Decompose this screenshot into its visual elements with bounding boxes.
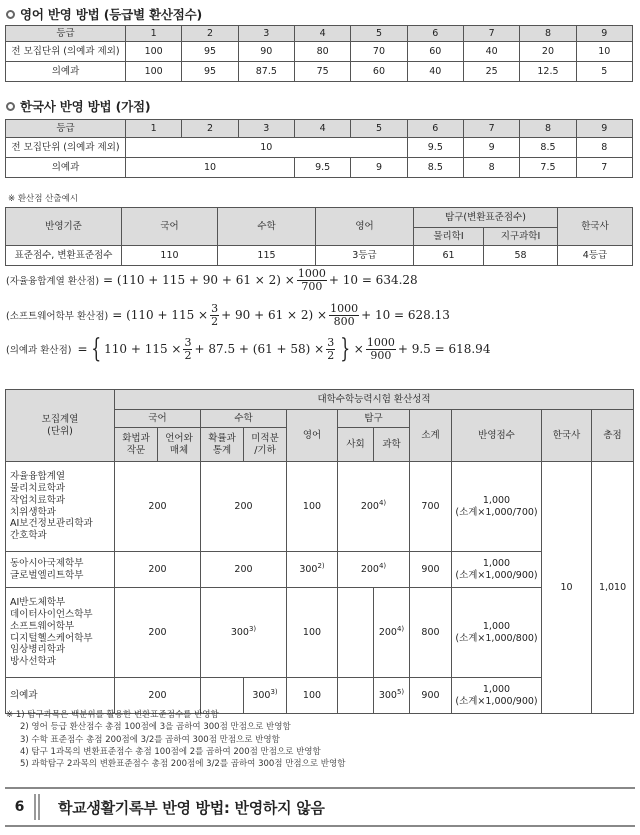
grade-header: 1 xyxy=(126,120,182,138)
score-cell: 8 xyxy=(576,138,632,158)
grade-header: 2 xyxy=(182,120,238,138)
korean-score: 200 xyxy=(115,678,201,714)
unit-list: AI반도체학부 데이터사이언스학부 소프트웨어학부 디지털헬스케어학부 임상병리학과 방사선학과 xyxy=(6,588,115,678)
formula-equals: = xyxy=(77,342,88,356)
footnote: 2) 영어 등급 환산점수 총점 100점에 3을 곱하여 300점 만점으로 반영함 xyxy=(20,722,291,733)
unit-list: 의예과 xyxy=(6,678,115,714)
score-value: 300 xyxy=(252,690,271,702)
footnote-mark: 3) xyxy=(270,688,278,697)
inquiry-score xyxy=(338,552,410,588)
unit-list: 자율융합계열 물리치료학과 작업치료학과 치위생학과 AI보건정보관리학과 간호학과 xyxy=(6,462,115,552)
history-header: 한국사 xyxy=(558,208,633,246)
subtotal-score: 900 xyxy=(410,552,452,588)
grade-header-label: 등급 xyxy=(6,120,126,138)
formula-label: (자율융합계열 환산점) xyxy=(6,276,100,288)
merged-score-cell: 10 xyxy=(126,158,295,178)
score-cell: 87.5 xyxy=(238,62,294,82)
score-cell: 8.5 xyxy=(520,138,576,158)
fraction-numerator: 3 xyxy=(327,335,335,349)
fraction-numerator: 3 xyxy=(184,335,192,349)
score-cell: 5 xyxy=(576,62,632,82)
english-score xyxy=(287,552,338,588)
fraction xyxy=(329,303,359,327)
footnote-mark: 5) xyxy=(396,688,405,697)
english-score: 100 xyxy=(287,588,338,678)
footnote-mark: 4) xyxy=(396,625,405,634)
fraction xyxy=(366,337,396,361)
score-value: 300 xyxy=(299,564,318,576)
score-value: 200 xyxy=(360,501,379,513)
fraction xyxy=(210,303,219,327)
subtotal-header: 소계 xyxy=(410,410,452,462)
section-number: 6 xyxy=(5,794,40,820)
footnote: 4) 탐구 1과목의 변환표준점수 총점 100점에 2를 곱하여 200점 만점으로 반영함 xyxy=(20,746,321,757)
section-title: 학교생활기록부 반영 방법: 반영하지 않음 xyxy=(58,798,325,817)
row-label: 전 모집단위 (의예과 제외) xyxy=(6,42,126,62)
reflect-score: 1,000 (소계×1,000/800) xyxy=(452,588,542,678)
grade-header: 4 xyxy=(294,26,350,42)
grade-header: 8 xyxy=(520,26,576,42)
score-cell: 4등급 xyxy=(558,246,633,266)
unit-list: 동아시아국제학부 글로벌엘리트학부 xyxy=(6,552,115,588)
example-score-table xyxy=(5,207,633,266)
fraction-denominator: 2 xyxy=(211,314,219,328)
fraction-denominator: 700 xyxy=(301,279,323,293)
formula-expr: + 90 + 61 × 2) × xyxy=(221,308,328,323)
korean-score: 200 xyxy=(115,552,201,588)
formula-times: × xyxy=(353,342,364,356)
formula-line-1 xyxy=(6,268,418,292)
korean-score: 200 xyxy=(115,588,201,678)
history-title-text: 한국사 반영 방법 (가점) xyxy=(20,99,151,114)
score-cell: 40 xyxy=(407,62,463,82)
score-cell: 3등급 xyxy=(316,246,414,266)
score-cell: 9 xyxy=(463,138,519,158)
english-score: 100 xyxy=(287,678,338,714)
grade-header: 6 xyxy=(407,26,463,42)
fraction-numerator: 1000 xyxy=(330,302,359,315)
math-header: 수학 xyxy=(201,410,287,428)
score-cell: 100 xyxy=(126,42,182,62)
formula-result: + 10 = 634.28 xyxy=(328,273,418,288)
score-cell: 25 xyxy=(463,62,519,82)
science-score xyxy=(374,678,410,714)
footnote-mark: 3) xyxy=(248,625,257,634)
score-cell: 61 xyxy=(414,246,484,266)
grade-header: 6 xyxy=(407,120,463,138)
unit-header: 모집계열 (단위) xyxy=(6,390,115,462)
korean-header: 국어 xyxy=(115,410,201,428)
grade-header: 9 xyxy=(576,120,632,138)
footnote-mark: 4) xyxy=(378,562,387,571)
circle-bullet-icon xyxy=(6,10,15,19)
row-label: 의예과 xyxy=(6,62,126,82)
grade-header: 9 xyxy=(576,26,632,42)
score-cell: 9.5 xyxy=(407,138,463,158)
subtotal-score: 800 xyxy=(410,588,452,678)
score-cell: 95 xyxy=(182,42,238,62)
total-header: 총점 xyxy=(592,410,634,462)
fraction-numerator: 1000 xyxy=(297,267,326,280)
grade-header: 2 xyxy=(182,26,238,42)
score-cell: 58 xyxy=(484,246,558,266)
section-6-heading xyxy=(5,787,635,827)
history-section-title xyxy=(6,97,150,115)
fraction-denominator: 900 xyxy=(370,348,392,362)
formula-result: + 10 = 628.13 xyxy=(361,308,450,323)
suneung-header: 대학수학능력시험 환산성적 xyxy=(115,390,634,410)
score-value: 200 xyxy=(360,564,379,576)
math-header: 수학 xyxy=(218,208,316,246)
score-cell: 110 xyxy=(122,246,218,266)
formula-label: (의예과 환산점) xyxy=(6,345,72,356)
grade-header-label: 등급 xyxy=(6,26,126,42)
score-cell: 20 xyxy=(520,42,576,62)
grade-header: 3 xyxy=(238,26,294,42)
english-section-title xyxy=(6,5,202,23)
english-header: 영어 xyxy=(287,410,338,462)
formula-expr: 110 + 115 × xyxy=(104,342,182,356)
english-grade-table xyxy=(5,25,633,82)
social-score-empty xyxy=(338,588,374,678)
score-cell: 8 xyxy=(463,158,519,178)
grade-header: 1 xyxy=(126,26,182,42)
korean-header: 국어 xyxy=(122,208,218,246)
row-label: 의예과 xyxy=(6,158,126,178)
fraction xyxy=(326,337,335,361)
reflect-score-header: 반영점수 xyxy=(452,410,542,462)
score-cell: 12.5 xyxy=(520,62,576,82)
score-cell: 95 xyxy=(182,62,238,82)
score-cell: 115 xyxy=(218,246,316,266)
footnote: 3) 수학 표준점수 총점 200점에 3/2를 곱하여 300점 만점으로 반영함 xyxy=(20,734,280,745)
score-cell: 7.5 xyxy=(520,158,576,178)
grade-header: 3 xyxy=(238,120,294,138)
score-cell: 80 xyxy=(294,42,350,62)
reflect-score: 1,000 (소계×1,000/900) xyxy=(452,678,542,714)
grade-header: 5 xyxy=(351,26,407,42)
probability-header: 확률과 통계 xyxy=(201,428,244,462)
speech-writing-header: 화법과 작문 xyxy=(115,428,158,462)
subtotal-score: 900 xyxy=(410,678,452,714)
formula-result: + 9.5 = 618.94 xyxy=(397,342,491,356)
history-score: 10 xyxy=(542,462,592,714)
fraction xyxy=(183,337,192,361)
right-brace-icon: } xyxy=(340,334,351,364)
score-value: 300 xyxy=(230,627,249,639)
korean-score: 200 xyxy=(115,462,201,552)
formula-expr: = (110 + 115 + 90 + 61 × 2) × xyxy=(103,273,295,288)
suneung-score-table xyxy=(5,389,634,714)
history-grade-table xyxy=(5,119,633,178)
row-label: 표준점수, 변환표준점수 xyxy=(6,246,122,266)
total-score: 1,010 xyxy=(592,462,634,714)
formula-line-3 xyxy=(6,336,490,362)
row-label: 전 모집단위 (의예과 제외) xyxy=(6,138,126,158)
reflect-score: 1,000 (소계×1,000/900) xyxy=(452,552,542,588)
left-brace-icon: { xyxy=(90,334,101,364)
score-cell: 60 xyxy=(407,42,463,62)
grade-header: 5 xyxy=(351,120,407,138)
score-cell: 9.5 xyxy=(294,158,350,178)
fraction-numerator: 1000 xyxy=(366,335,395,349)
score-cell: 8.5 xyxy=(407,158,463,178)
score-cell: 75 xyxy=(294,62,350,82)
score-cell: 40 xyxy=(463,42,519,62)
english-header: 영어 xyxy=(316,208,414,246)
science-header: 과학 xyxy=(374,428,410,462)
footnote: 5) 과학탐구 2과목의 변환표준점수 총점 200점에 3/2를 곱하여 300점 만점으로 반영함 xyxy=(20,759,346,770)
score-cell: 60 xyxy=(351,62,407,82)
score-cell: 7 xyxy=(576,158,632,178)
math-score xyxy=(201,588,287,678)
fraction-denominator: 2 xyxy=(184,348,192,362)
formula-label: (소프트웨어학부 환산점) xyxy=(6,311,109,323)
fraction-numerator: 3 xyxy=(211,302,219,315)
calculus-header: 미적분 /기하 xyxy=(244,428,287,462)
inquiry-score xyxy=(338,462,410,552)
social-header: 사회 xyxy=(338,428,374,462)
grade-header: 8 xyxy=(520,120,576,138)
score-cell: 100 xyxy=(126,62,182,82)
fraction-denominator: 800 xyxy=(333,314,355,328)
score-cell: 90 xyxy=(238,42,294,62)
inquiry-header: 탐구(변환표준점수) xyxy=(414,208,558,228)
fraction xyxy=(297,268,327,292)
footnote: ※ 1) 탐구과목은 백분위를 활용한 변환표준점수를 반영함 xyxy=(6,710,219,720)
grade-header: 4 xyxy=(294,120,350,138)
physics-header: 물리학Ⅰ xyxy=(414,228,484,246)
english-title-text: 영어 반영 방법 (등급별 환산점수) xyxy=(20,7,203,22)
english-score: 100 xyxy=(287,462,338,552)
history-header: 한국사 xyxy=(542,410,592,462)
math-score: 200 xyxy=(201,552,287,588)
score-value: 200 xyxy=(378,627,397,639)
science-score xyxy=(374,588,410,678)
footnotes xyxy=(6,709,345,771)
formula-expr: = (110 + 115 × xyxy=(112,308,209,323)
language-media-header: 언어와 매체 xyxy=(158,428,201,462)
footnote-mark: 2) xyxy=(317,562,325,571)
earth-science-header: 지구과학Ⅰ xyxy=(484,228,558,246)
merged-score-cell: 10 xyxy=(126,138,408,158)
score-cell: 70 xyxy=(351,42,407,62)
circle-bullet-icon xyxy=(6,102,15,111)
fraction-denominator: 2 xyxy=(327,348,335,362)
grade-header: 7 xyxy=(463,120,519,138)
inquiry-header: 탐구 xyxy=(338,410,410,428)
math-score: 200 xyxy=(201,462,287,552)
grade-header: 7 xyxy=(463,26,519,42)
formula-line-2 xyxy=(6,303,450,327)
score-cell: 9 xyxy=(351,158,407,178)
example-note: ※ 환산점 산출예시 xyxy=(8,194,79,204)
formula-expr: + 87.5 + (61 + 58) × xyxy=(194,342,325,356)
score-value: 300 xyxy=(378,690,397,702)
basis-header: 반영기준 xyxy=(6,208,122,246)
subtotal-score: 700 xyxy=(410,462,452,552)
footnote-mark: 4) xyxy=(378,499,387,508)
score-cell: 10 xyxy=(576,42,632,62)
reflect-score: 1,000 (소계×1,000/700) xyxy=(452,462,542,552)
